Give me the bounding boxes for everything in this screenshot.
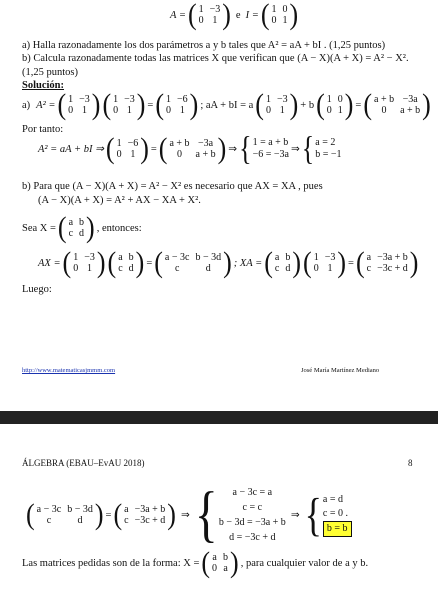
solution-b-line1: b) Para que (A − X)(A + X) = A² − X² es necesario que AX = XA , pues: [22, 181, 323, 192]
matrix-a3: [166, 94, 188, 116]
paren-right: ): [337, 245, 347, 280]
paren-right: ): [94, 497, 104, 532]
matrix-cell: 1: [130, 149, 136, 160]
matrix-pt2: [169, 138, 215, 160]
paren-left: (: [107, 245, 117, 280]
matrix-cell: a: [223, 563, 228, 574]
matrix-cell: 1: [271, 4, 277, 15]
matrix-cell: 1: [68, 94, 74, 105]
paren-left: (: [62, 245, 72, 280]
paren-left: (: [363, 87, 373, 122]
system-equation: b − 3d = −3a + b: [218, 517, 286, 528]
matrix-cell: c: [124, 515, 129, 526]
luego: Luego:: [22, 284, 52, 295]
matrix-cell: 0: [198, 15, 204, 26]
matrix-cell: 0: [116, 149, 122, 160]
matrix-cell: 0: [177, 149, 182, 160]
paren-left: (: [57, 87, 67, 122]
matrix-f2: [124, 504, 165, 526]
matrix-cell: 1: [212, 15, 218, 26]
matrix-cell: 1: [265, 94, 271, 105]
paren-right: ): [189, 87, 199, 122]
final-system-2-lines: [323, 493, 352, 537]
matrix-cell: 1: [166, 94, 172, 105]
matrix-a: [199, 4, 221, 26]
matrix-cell: a: [212, 552, 217, 563]
por-tanto: Por tanto:: [22, 124, 64, 135]
matrix-cell: 0: [265, 105, 271, 116]
matrix-cell: 1: [73, 252, 79, 263]
brace: {: [239, 129, 252, 168]
final-eq-2: c = 0 .: [322, 508, 348, 519]
equals: =: [348, 257, 354, 269]
matrix-cell: b: [128, 252, 134, 263]
equals: =: [150, 143, 157, 155]
matrix-cell: 0: [73, 263, 79, 274]
matrix-cell: −3a + b: [377, 252, 408, 263]
por-tanto-line: [38, 129, 342, 168]
solution-heading: Solución:: [22, 80, 65, 91]
paren-left: (: [264, 245, 273, 280]
matrix-xa1: [275, 252, 290, 274]
matrix-xa2: [314, 252, 336, 274]
matrix-ax3: [165, 252, 221, 274]
matrix-i: [271, 4, 287, 26]
brace: {: [301, 129, 315, 168]
matrix-cell: −3a: [402, 94, 418, 105]
matrix-a6: [374, 94, 420, 116]
paren-left: (: [303, 245, 312, 280]
paren-right: ): [91, 87, 101, 122]
system-1-lines: [253, 137, 289, 161]
paren-left: (: [316, 87, 325, 122]
matrix-cell: −3a + b: [134, 504, 166, 515]
paren-right: ): [167, 497, 176, 532]
paren-left: (: [102, 87, 112, 122]
equals: =: [355, 99, 362, 111]
matrix-f1: [37, 504, 93, 526]
paren-right: ): [422, 87, 431, 122]
brace: {: [194, 479, 218, 549]
matrix-cell: 0: [271, 15, 277, 26]
matrix-cell: c: [68, 228, 74, 239]
highlighted-equation: b = b: [323, 521, 352, 537]
paren-left: (: [187, 0, 197, 32]
final-system-line: [26, 479, 352, 549]
matrix-cell: b − 3d: [67, 504, 93, 515]
matrix-cell: a + b: [374, 94, 395, 105]
matrix-cell: −3: [79, 94, 90, 105]
matrix-cell: a: [118, 252, 123, 263]
matrix-cell: 0: [313, 263, 319, 274]
system-equation: b = −1: [315, 149, 342, 160]
matrix-cell: −6: [127, 138, 139, 149]
matrix-cell: −3: [276, 94, 288, 105]
conclusion-line: [22, 545, 369, 580]
matrix-cell: −3a: [198, 138, 214, 149]
matrix-pt1: [117, 138, 139, 160]
matrix-cell: 1: [279, 105, 285, 116]
matrix-a1: [68, 94, 90, 116]
matrix-cell: a: [68, 217, 74, 228]
paren-left: (: [113, 497, 123, 532]
paren-right: ): [140, 131, 149, 166]
conclusion-post: , para cualquier valor de a y b.: [240, 557, 369, 569]
paren-right: ): [289, 0, 299, 32]
matrix-cell: c: [366, 263, 372, 274]
system-equation: 1 = a + b: [252, 137, 289, 148]
matrix-cell: a: [366, 252, 372, 263]
paren-right: ): [409, 245, 419, 280]
matrix-definitions: [170, 0, 299, 32]
paren-left: (: [154, 245, 163, 280]
matrix-cell: 1: [198, 4, 204, 15]
matrix-cell: 1: [116, 138, 122, 149]
paren-right: ): [222, 0, 231, 32]
plus-b: + b: [300, 99, 315, 111]
matrix-cell: 0: [337, 94, 343, 105]
ax-label: AX =: [38, 257, 61, 269]
system-equation: c = c: [242, 502, 263, 513]
matrix-cell: c: [118, 263, 123, 274]
matrix-cell: a − 3c: [164, 252, 190, 263]
i-label: I =: [245, 9, 259, 21]
system-1: [239, 129, 289, 168]
matrix-cell: c: [274, 263, 280, 274]
matrix-cell: c: [46, 515, 52, 526]
final-system-1: [194, 479, 286, 549]
a-squared: A² =: [36, 99, 56, 111]
paren-left: (: [201, 545, 211, 580]
paren-left: (: [355, 245, 365, 280]
website-link[interactable]: http://www.matematicasjmmm.com: [22, 367, 116, 374]
matrix-cell: c: [174, 263, 180, 274]
matrix-cell: 1: [126, 105, 132, 116]
paren-right: ): [96, 245, 106, 280]
matrix-cell: a + b: [400, 105, 421, 116]
system-equation: −6 = −3a: [252, 149, 289, 160]
matrix-cell: 0: [68, 105, 74, 116]
matrix-cell: 0: [212, 563, 218, 574]
brace: {: [304, 489, 322, 541]
label-a: a): [22, 99, 31, 111]
matrix-cell: d: [128, 263, 134, 274]
paren-left: (: [155, 87, 165, 122]
final-system-1-lines: [219, 485, 286, 545]
matrix-cell: −6: [177, 94, 188, 105]
page-separator: [0, 411, 438, 424]
system-equation: a = 2: [315, 137, 336, 148]
matrix-cell: 0: [113, 105, 119, 116]
ax-xa-line: [38, 245, 419, 280]
matrix-cell: d: [205, 263, 211, 274]
matrix-cell: a + b: [169, 138, 190, 149]
final-eq-1: a = d: [322, 494, 343, 505]
question-a: a) Halla razonadamente los dos parámetros a y b tales que A² = aA + bI . (1,25 puntos): [22, 40, 386, 51]
matrix-cell: b: [223, 552, 229, 563]
matrix-cell: 1: [326, 94, 332, 105]
conclusion-pre: Las matrices pedidas son de la forma: X =: [22, 557, 200, 569]
question-b: b) Calcula razonadamente todas las matrices X que verifican que (A − X)(A + X) = A² − X².: [22, 53, 409, 64]
matrix-cell: −3c + d: [134, 515, 166, 526]
matrix-cell: 0: [326, 105, 332, 116]
matrix-cell: 0: [166, 105, 172, 116]
combination-label: ; aA + bI = a: [200, 99, 254, 111]
matrix-cell: b − 3d: [195, 252, 222, 263]
paren-right: ): [217, 131, 227, 166]
paren-right: ): [230, 545, 239, 580]
equals: =: [147, 99, 154, 111]
paren-left: (: [105, 131, 115, 166]
xa-label: ; XA =: [233, 257, 263, 269]
solution-a-line: [22, 87, 431, 122]
points-b: (1,25 puntos): [22, 67, 78, 78]
matrix-cell: 0: [282, 4, 288, 15]
page-header-title: ÁLGEBRA (EBAU–EvAU 2018): [22, 458, 145, 468]
paren-left: (: [255, 87, 264, 122]
matrix-cell: 1: [81, 105, 87, 116]
matrix-a2: [113, 94, 135, 116]
sea-pre: Sea X =: [22, 222, 56, 234]
matrix-cell: 1: [337, 105, 343, 116]
matrix-cell: 1: [282, 15, 288, 26]
paren-right: ): [135, 245, 145, 280]
paren-left: (: [260, 0, 270, 32]
matrix-x: [69, 217, 84, 239]
matrix-a5: [327, 94, 343, 116]
implies-arrow: ⇒: [228, 144, 238, 155]
matrix-cell: 1: [113, 94, 119, 105]
equation-lhs: A² = aA + bI ⇒: [38, 144, 104, 155]
paren-left: (: [57, 210, 67, 245]
system-equation: a − 3c = a: [232, 487, 273, 498]
paren-right: ): [86, 210, 95, 245]
paren-right: ): [344, 87, 354, 122]
page-number: 8: [408, 458, 413, 468]
matrix-cell: −3: [124, 94, 135, 105]
matrix-cell: −3: [209, 4, 221, 15]
matrix-cell: a: [274, 252, 280, 263]
matrix-cell: 1: [313, 252, 319, 263]
matrix-ax2: [118, 252, 133, 274]
matrix-cell: a − 3c: [36, 504, 62, 515]
paren-right: ): [289, 87, 299, 122]
matrix-cell: d: [79, 228, 85, 239]
system-2: [301, 129, 342, 168]
author-name: José María Martínez Mediano: [301, 367, 380, 374]
matrix-ax1: [73, 252, 95, 274]
matrix-cell: a: [124, 504, 129, 515]
matrix-cell: −3: [84, 252, 95, 263]
conjunction: e: [235, 9, 241, 21]
equals: =: [146, 257, 153, 269]
matrix-cell: 1: [87, 263, 93, 274]
system-equation: d = −3c + d: [229, 532, 276, 543]
implies-arrow: ⇒: [180, 510, 190, 521]
sea-line: [22, 210, 142, 245]
matrix-cell: d: [77, 515, 83, 526]
paren-right: ): [136, 87, 146, 122]
paren-left: (: [158, 131, 168, 166]
final-system-2: [304, 489, 352, 541]
equals: =: [105, 509, 112, 521]
implies-arrow: ⇒: [290, 510, 300, 521]
matrix-cell: −3c + d: [377, 263, 408, 274]
paren-right: ): [292, 245, 302, 280]
matrix-cell: b: [79, 217, 85, 228]
system-2-lines: [315, 137, 341, 161]
a-label: A =: [170, 9, 186, 21]
matrix-xa3: [367, 252, 408, 274]
paren-left: (: [26, 497, 35, 532]
solution-b-line2: (A − X)(A + X) = A² + AX − XA + X².: [38, 195, 201, 206]
matrix-cell: d: [285, 263, 291, 274]
matrix-a4: [266, 94, 288, 116]
matrix-result: [212, 552, 228, 574]
paren-right: ): [223, 245, 232, 280]
matrix-cell: −3: [324, 252, 336, 263]
matrix-cell: 0: [381, 105, 387, 116]
matrix-cell: 1: [327, 263, 333, 274]
matrix-cell: 1: [179, 105, 185, 116]
sea-post: , entonces:: [96, 222, 142, 234]
matrix-cell: b: [285, 252, 291, 263]
matrix-cell: a + b: [195, 149, 216, 160]
implies-arrow: ⇒: [290, 144, 300, 155]
